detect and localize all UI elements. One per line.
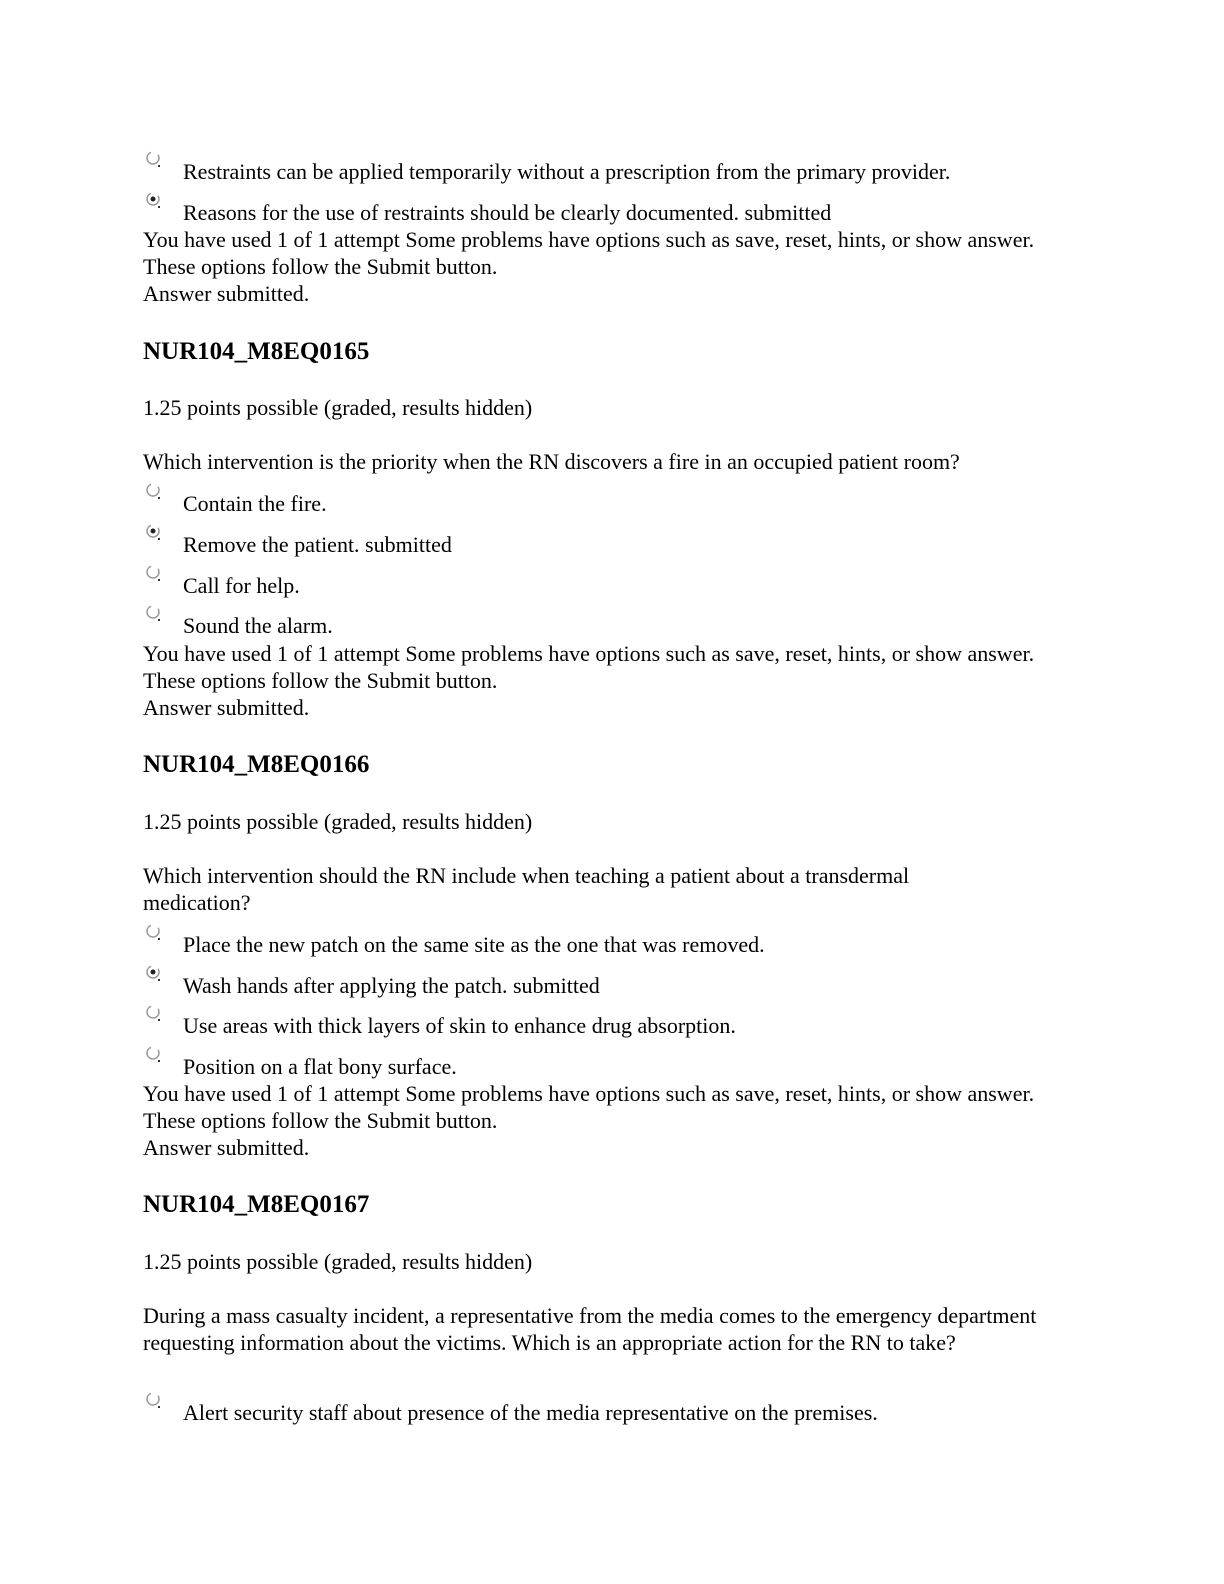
question-title: NUR104_M8EQ0165 [143,338,370,365]
points-possible: 1.25 points possible (graded, results hidden) [143,395,533,420]
answer-option[interactable] [143,964,1073,996]
answer-option[interactable] [143,1391,1073,1423]
radio-unselected-icon[interactable] [145,150,163,168]
answer-option[interactable] [143,191,1073,223]
attempt-info [143,1080,1073,1161]
option-label: Place the new patch on the same site as the one that was removed. [183,932,765,957]
answer-option[interactable] [143,604,1073,636]
answer-status: Answer submitted. [143,1135,310,1160]
option-label: Alert security staff about presence of the media representative on the premises. [183,1400,878,1425]
attempt-text: You have used 1 of 1 attempt Some problems have options such as save, reset, hints, or show answer. These options follow the Submit button. [143,227,1040,279]
answer-option[interactable] [143,564,1073,596]
answer-option[interactable] [143,1004,1073,1036]
radio-selected-icon[interactable] [145,964,163,982]
answer-option[interactable] [143,150,1073,182]
answer-option[interactable] [143,1045,1073,1077]
option-label: Wash hands after applying the patch. submitted [183,973,600,998]
radio-selected-icon[interactable] [145,191,163,209]
option-label: Contain the fire. [183,491,327,516]
attempt-text: You have used 1 of 1 attempt Some problems have options such as save, reset, hints, or show answer. These options follow the Submit button. [143,641,1040,693]
radio-unselected-icon[interactable] [145,604,163,622]
option-label: Sound the alarm. [183,613,333,638]
answer-status: Answer submitted. [143,695,310,720]
option-label: Call for help. [183,573,300,598]
answer-option[interactable] [143,923,1073,955]
answer-status: Answer submitted. [143,281,310,306]
points-possible: 1.25 points possible (graded, results hidden) [143,1249,533,1274]
radio-unselected-icon[interactable] [145,1045,163,1063]
answer-option[interactable] [143,482,1073,514]
option-label: Position on a flat bony surface. [183,1054,457,1079]
option-label: Restraints can be applied temporarily without a prescription from the primary provider. [183,159,951,184]
radio-unselected-icon[interactable] [145,1391,163,1409]
points-possible: 1.25 points possible (graded, results hidden) [143,809,533,834]
option-label: Use areas with thick layers of skin to enhance drug absorption. [183,1013,736,1038]
attempt-info [143,640,1073,721]
option-label: Remove the patient. submitted [183,532,452,557]
radio-unselected-icon[interactable] [145,482,163,500]
radio-selected-icon[interactable] [145,523,163,541]
question-title: NUR104_M8EQ0167 [143,1191,370,1218]
question-title: NUR104_M8EQ0166 [143,751,370,778]
question-text: Which intervention is the priority when the RN discovers a fire in an occupied patient room? [143,449,960,474]
radio-unselected-icon[interactable] [145,564,163,582]
question-text: During a mass casualty incident, a representative from the media comes to the emergency department requesting information about the victims. Which is an appropriate action for the RN to take? [143,1303,1042,1355]
attempt-text: You have used 1 of 1 attempt Some problems have options such as save, reset, hints, or show answer. These options follow the Submit button. [143,1081,1040,1133]
radio-unselected-icon[interactable] [145,923,163,941]
attempt-info [143,226,1073,307]
answer-option[interactable] [143,523,1073,555]
question-text: Which intervention should the RN include when teaching a patient about a transdermal medication? [143,863,915,915]
option-label: Reasons for the use of restraints should be clearly documented. submitted [183,200,832,225]
radio-unselected-icon[interactable] [145,1004,163,1022]
